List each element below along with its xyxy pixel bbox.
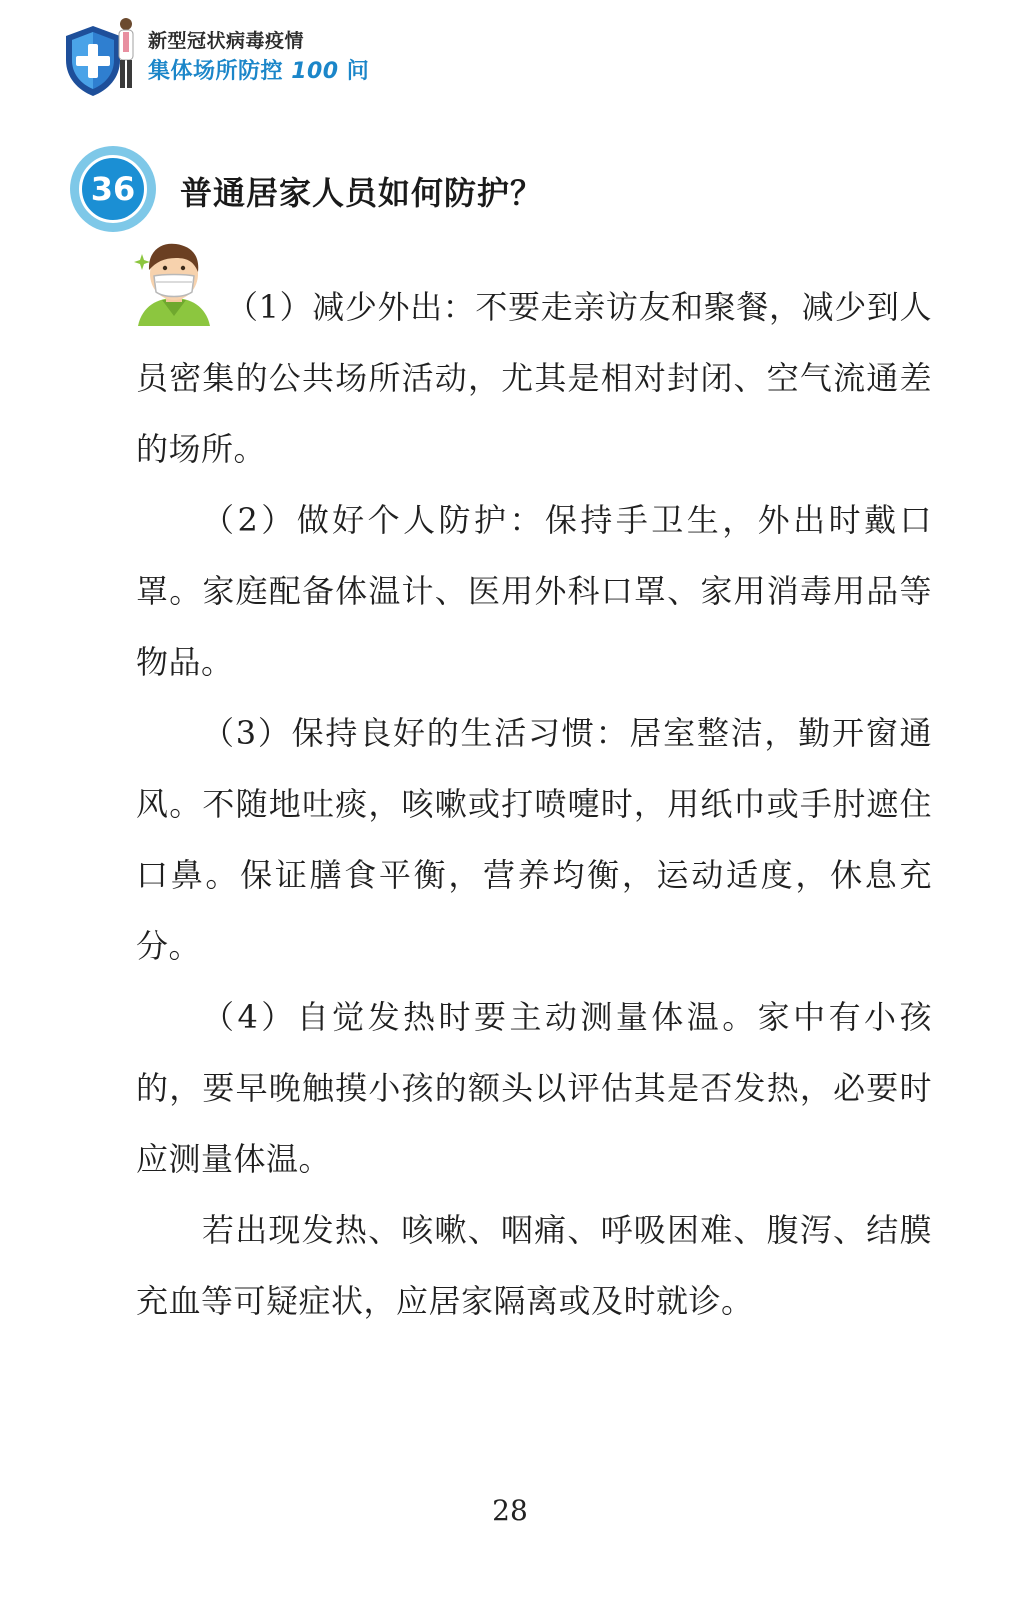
header-title-tail: 问: [346, 59, 370, 84]
answer-paragraph-1: （1）减少外出：不要走亲访友和聚餐，减少到人员密集的公共场所活动，尤其是相对封闭、空气流通差的场所。: [136, 288, 932, 468]
question-number: 36: [90, 170, 136, 208]
header-title-main: 集体场所防控: [148, 59, 284, 84]
answer-paragraph-2: （2）做好个人防护：保持手卫生，外出时戴口罩。家庭配备体温计、医用外科口罩、家用消毒用品等物品。: [136, 501, 932, 681]
header-subtitle: 新型冠状病毒疫情: [148, 30, 305, 52]
question-title: 普通居家人员如何防护？: [180, 174, 544, 212]
answer-body: [136, 272, 932, 1337]
header-title-num: 100: [291, 59, 339, 84]
header-title: [148, 54, 369, 85]
answer-paragraph-4: （4）自觉发热时要主动测量体温。家中有小孩的，要早晚触摸小孩的额头以评估其是否发热，必要时应测量体温。: [136, 998, 932, 1178]
page-number: 28: [492, 1494, 528, 1527]
question-number-badge: [70, 146, 156, 232]
doctor-figure-icon: [112, 16, 138, 94]
answer-paragraph-3: （3）保持良好的生活习惯：居室整洁，勤开窗通风。不随地吐痰，咳嗽或打喷嚏时，用纸巾或手肘遮住口鼻。保证膳食平衡，营养均衡，运动适度，休息充分。: [136, 714, 932, 965]
header: [62, 14, 422, 100]
answer-paragraph-5: 若出现发热、咳嗽、咽痛、呼吸困难、腹泻、结膜充血等可疑症状，应居家隔离或及时就诊。: [136, 1211, 932, 1320]
